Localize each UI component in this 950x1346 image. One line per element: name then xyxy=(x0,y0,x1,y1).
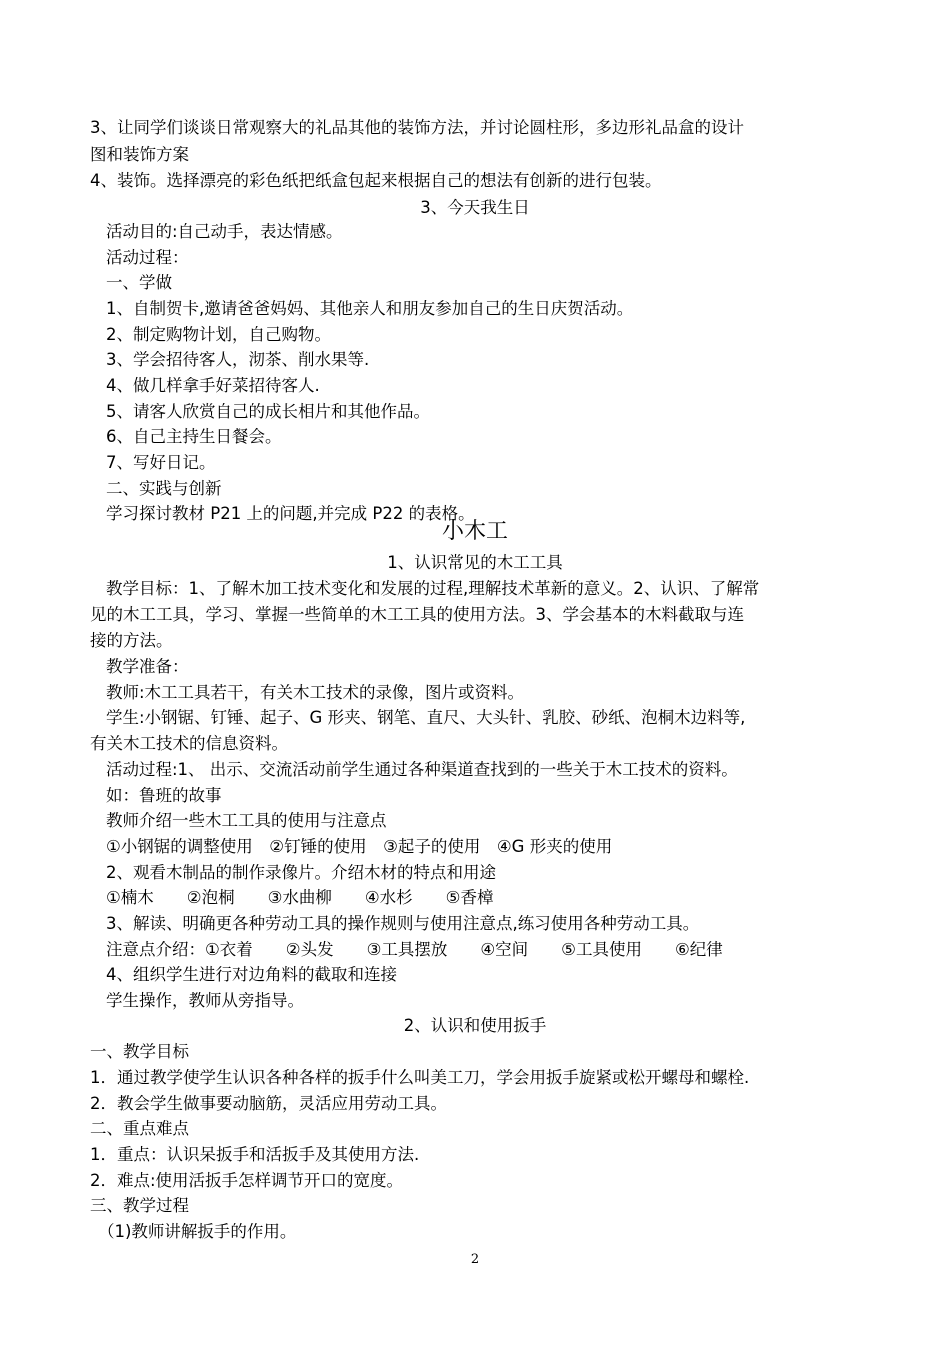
paragraph-line: ①小钢锯的调整使用 ②钉锤的使用 ③起子的使用 ④G 形夹的使用 xyxy=(106,837,613,856)
paragraph-line: 活动过程： xyxy=(106,248,189,267)
paragraph-line: （1)教师讲解扳手的作用。 xyxy=(98,1222,297,1241)
page-number: 2 xyxy=(470,1252,480,1267)
paragraph-line: 教师:木工工具若干，有关木工技术的录像，图片或资料。 xyxy=(106,683,525,702)
paragraph-line: 教学目标：1、了解木加工技术变化和发展的过程,理解技术革新的意义。2、认识、了解常 xyxy=(106,579,760,598)
paragraph-line: 二、重点难点 xyxy=(90,1119,189,1138)
list-item: 2．难点:使用活扳手怎样调节开口的宽度。 xyxy=(90,1171,404,1190)
list-item: 6、自己主持生日餐会。 xyxy=(106,427,282,446)
paragraph-line: 教师介绍一些木工工具的使用与注意点 xyxy=(106,811,387,830)
list-item: 7、写好日记。 xyxy=(106,453,216,472)
section-heading: 2、认识和使用扳手 xyxy=(403,1016,547,1035)
paragraph-line: 接的方法。 xyxy=(90,631,173,650)
paragraph-line: 4、组织学生进行对边角料的截取和连接 xyxy=(106,965,397,984)
section-heading: 1、认识常见的木工工具 xyxy=(387,553,563,572)
list-item: 2、制定购物计划，自己购物。 xyxy=(106,325,331,344)
paragraph-line: ①楠木 ②泡桐 ③水曲柳 ④水杉 ⑤香樟 xyxy=(106,888,494,907)
paragraph-line: 活动过程:1、 出示、交流活动前学生通过各种渠道查找到的一些关于木工技术的资料。 xyxy=(106,760,738,779)
paragraph-line: 见的木工工具，学习、掌握一些简单的木工工具的使用方法。3、学会基本的木料截取与连 xyxy=(90,605,744,624)
list-item: 1．重点：认识呆扳手和活扳手及其使用方法. xyxy=(90,1145,420,1164)
list-item: 1．通过教学使学生认识各种各样的扳手什么叫美工刀，学会用扳手旋紧或松开螺母和螺栓. xyxy=(90,1068,750,1087)
paragraph-line: 一、教学目标 xyxy=(90,1042,189,1061)
list-item: 2．教会学生做事要动脑筋，灵活应用劳动工具。 xyxy=(90,1094,447,1113)
paragraph-line: 学习探讨教材 P21 上的问题,并完成 P22 的表格。 xyxy=(106,504,475,523)
paragraph-line: 学生操作，教师从旁指导。 xyxy=(106,991,304,1010)
paragraph-line: 教学准备： xyxy=(106,657,189,676)
paragraph-line: 注意点介绍：①衣着 ②头发 ③工具摆放 ④空间 ⑤工具使用 ⑥纪律 xyxy=(106,940,723,959)
paragraph-line: 3、让同学们谈谈日常观察大的礼品其他的装饰方法，并讨论圆柱形，多边形礼品盒的设计 xyxy=(90,118,744,137)
paragraph-line: 图和装饰方案 xyxy=(90,145,189,164)
paragraph-line: 学生:小钢锯、钉锤、起子、G 形夹、钢笔、直尺、大头针、乳胶、砂纸、泡桐木边料等, xyxy=(106,708,746,727)
paragraph-line: 活动目的:自己动手，表达情感。 xyxy=(106,222,343,241)
list-item: 3、学会招待客人，沏茶、削水果等. xyxy=(106,350,370,369)
list-item: 4、做几样拿手好菜招待客人. xyxy=(106,376,320,395)
chapter-title: 小木工 xyxy=(441,519,508,544)
paragraph-line: 4、装饰。选择漂亮的彩色纸把纸盒包起来根据自己的想法有创新的进行包装。 xyxy=(90,171,662,190)
paragraph-line: 有关木工技术的信息资料。 xyxy=(90,734,288,753)
paragraph-line: 3、解读、明确更各种劳动工具的操作规则与使用注意点,练习使用各种劳动工具。 xyxy=(106,914,700,933)
list-item: 5、请客人欣赏自己的成长相片和其他作品。 xyxy=(106,402,430,421)
paragraph-line: 一、学做 xyxy=(106,273,172,292)
list-item: 1、自制贺卡,邀请爸爸妈妈、其他亲人和朋友参加自己的生日庆贺活动。 xyxy=(106,299,634,318)
paragraph-line: 二、实践与创新 xyxy=(106,479,222,498)
paragraph-line: 三、教学过程 xyxy=(90,1196,189,1215)
paragraph-line: 2、观看木制品的制作录像片。介绍木材的特点和用途 xyxy=(106,863,496,882)
paragraph-line: 如：鲁班的故事 xyxy=(106,786,222,805)
section-heading: 3、今天我生日 xyxy=(420,198,530,217)
